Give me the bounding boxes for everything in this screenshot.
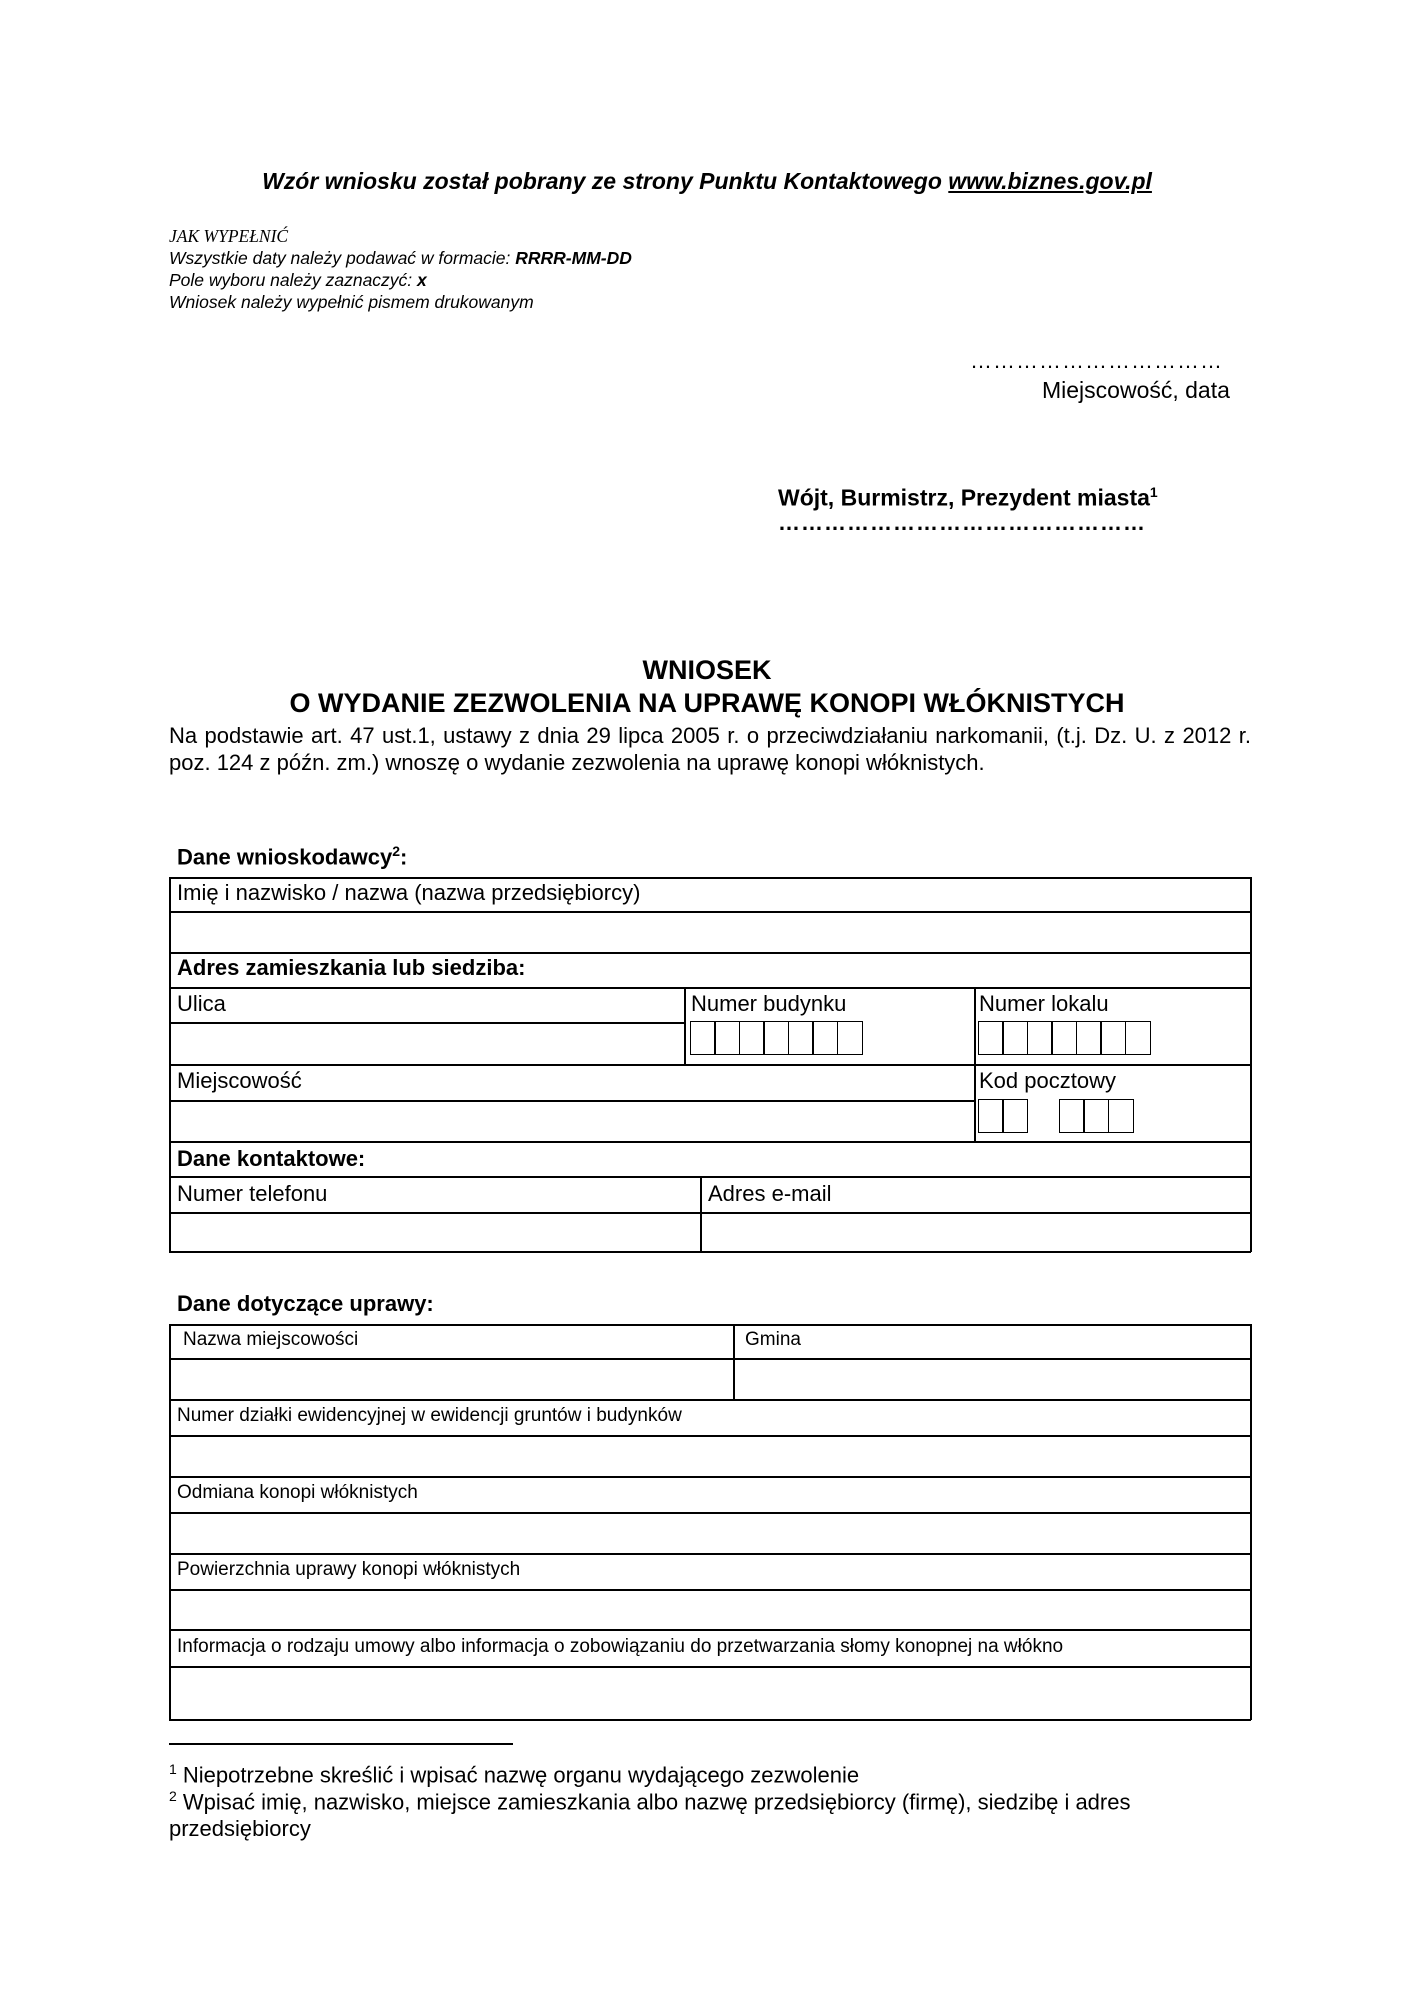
footnote-1: $^1$ Niepotrzebne skreślić i wpisać nazwę organu wydającego zezwolenie xyxy=(169,1761,860,1788)
phone-input[interactable] xyxy=(171,1214,699,1250)
apartment-number-boxes[interactable] xyxy=(979,1021,1151,1055)
building-number-label: Numer budynku xyxy=(691,991,847,1016)
contract-info-input[interactable] xyxy=(171,1668,1249,1718)
footnote-divider xyxy=(169,1743,513,1745)
postal-code-boxes-first[interactable] xyxy=(979,1099,1028,1133)
authority-title: Wójt, Burmistrz, Prezydent miasta$^1$ xyxy=(778,484,1158,511)
city-input[interactable] xyxy=(171,1102,973,1140)
building-number-boxes[interactable] xyxy=(691,1021,863,1055)
postal-code-label: Kod pocztowy xyxy=(979,1068,1116,1093)
name-label: Imię i nazwisko / nazwa (nazwa przedsiębiorcy) xyxy=(177,880,641,905)
footnote-2: $^2$ Wpisać imię, nazwisko, miejsce zamieszkania albo nazwę przedsiębiorcy (firmę), siedzibę i adres przedsiębiorcy xyxy=(169,1788,1131,1842)
intro-paragraph: Na podstawie art. 47 ust.1, ustawy z dnia 29 lipca 2005 r. o przeciwdziałaniu narkomanii, (t.j. Dz. U. z 2012 r. poz. 124 z późn. zm.) wnoszę o wydanie zezwolenia na uprawę konopi włóknistych. xyxy=(169,723,1251,775)
area-input[interactable] xyxy=(171,1591,1249,1628)
how-to-line-dates: Wszystkie daty należy podawać w formacie: RRRR-MM-DD xyxy=(169,248,632,268)
authority-name-field[interactable]: ………………………………………… xyxy=(778,510,1146,535)
footnote-ref-1: 1 xyxy=(1149,484,1158,500)
street-input[interactable] xyxy=(171,1024,683,1063)
locality-input[interactable] xyxy=(171,1360,732,1398)
name-input[interactable] xyxy=(171,913,1249,951)
email-input[interactable] xyxy=(702,1214,1249,1250)
street-label: Ulica xyxy=(177,991,226,1016)
variety-input[interactable] xyxy=(171,1514,1249,1552)
parcel-number-input[interactable] xyxy=(171,1437,1249,1475)
address-label: Adres zamieszkania lub siedziba: xyxy=(177,955,526,980)
email-label: Adres e-mail xyxy=(708,1181,832,1206)
locality-label: Nazwa miejscowości xyxy=(183,1329,359,1350)
how-to-instructions xyxy=(169,225,632,313)
contact-label: Dane kontaktowe: xyxy=(177,1146,366,1171)
variety-label: Odmiana konopi włóknistych xyxy=(177,1482,418,1503)
source-link[interactable]: www.biznes.gov.pl xyxy=(948,168,1152,194)
crop-section-label: Dane dotyczące uprawy: xyxy=(177,1291,434,1316)
place-date-field[interactable]: …………………………… xyxy=(970,348,1223,373)
source-note-text: Wzór wniosku został pobrany ze strony Punktu Kontaktowego xyxy=(262,168,949,194)
parcel-number-label: Numer działki ewidencyjnej w ewidencji gruntów i budynków xyxy=(177,1405,682,1426)
contract-info-label: Informacja o rodzaju umowy albo informacja o zobowiązaniu do przetwarzania słomy konopnej na włókno xyxy=(177,1636,1064,1657)
how-to-line-print: Wniosek należy wypełnić pismem drukowanym xyxy=(169,292,534,312)
postal-code-boxes-second[interactable] xyxy=(1060,1099,1134,1133)
how-to-heading: JAK WYPEŁNIĆ xyxy=(169,226,289,246)
phone-label: Numer telefonu xyxy=(177,1181,328,1206)
form-title: WNIOSEK xyxy=(642,655,772,685)
commune-input[interactable] xyxy=(735,1360,1249,1398)
place-date-label: Miejscowość, data xyxy=(1042,377,1230,403)
how-to-line-checkbox: Pole wyboru należy zaznaczyć: x xyxy=(169,270,427,290)
commune-label: Gmina xyxy=(745,1329,801,1350)
city-label: Miejscowość xyxy=(177,1068,302,1093)
area-label: Powierzchnia uprawy konopi włóknistych xyxy=(177,1559,521,1580)
apartment-number-label: Numer lokalu xyxy=(979,991,1109,1016)
footnote-ref-2: 2 xyxy=(392,843,400,859)
applicant-section-label: Dane wnioskodawcy$^2$: xyxy=(177,843,408,870)
source-note xyxy=(0,168,1414,195)
form-subtitle: O WYDANIE ZEZWOLENIA NA UPRAWĘ KONOPI WŁÓKNISTYCH xyxy=(289,688,1125,718)
